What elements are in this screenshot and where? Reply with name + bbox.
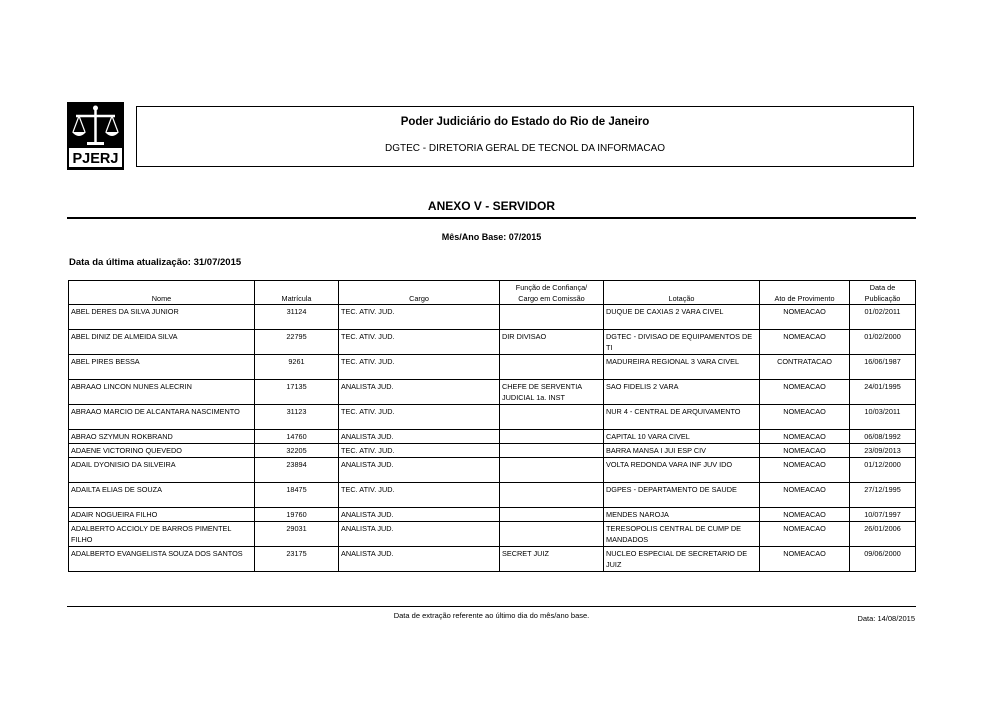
table-row (69, 405, 916, 430)
table-row (69, 305, 916, 330)
cell-funcao (500, 405, 604, 430)
header-cargo: Cargo (339, 281, 500, 305)
cell-matricula: 23175 (255, 547, 339, 572)
cell-funcao (500, 522, 604, 547)
cell-nome: ABEL DERES DA SILVA JUNIOR (69, 305, 255, 330)
cell-ato: NOMEACAO (760, 430, 850, 444)
cell-cargo: ANALISTA JUD. (339, 458, 500, 483)
header-box (136, 106, 914, 167)
cell-funcao (500, 430, 604, 444)
cell-funcao (500, 444, 604, 458)
cell-ato: NOMEACAO (760, 547, 850, 572)
cell-data: 01/02/2000 (850, 330, 916, 355)
cell-lotacao: NUR 4 - CENTRAL DE ARQUIVAMENTO (604, 405, 760, 430)
header-funcao-line2: Cargo em Comissão (518, 294, 585, 303)
cell-ato: NOMEACAO (760, 508, 850, 522)
cell-ato: NOMEACAO (760, 458, 850, 483)
cell-nome: ADAENE VICTORINO QUEVEDO (69, 444, 255, 458)
cell-data: 27/12/1995 (850, 483, 916, 508)
cell-data: 01/12/2000 (850, 458, 916, 483)
base-period: Mês/Ano Base: 07/2015 (441, 232, 542, 242)
cell-ato: NOMEACAO (760, 305, 850, 330)
table-row (69, 508, 916, 522)
cell-nome: ABRAAO MARCIO DE ALCANTARA NASCIMENTO (69, 405, 255, 430)
cell-nome: ADAIL DYONISIO DA SILVEIRA (69, 458, 255, 483)
table-row (69, 380, 916, 405)
department-subtitle: DGTEC - DIRETORIA GERAL DE TECNOL DA INFORMACAO (384, 143, 666, 154)
logo-text: PJERJ (72, 151, 119, 167)
title-divider (67, 217, 916, 219)
header-funcao (500, 281, 604, 305)
cell-matricula: 23894 (255, 458, 339, 483)
cell-funcao (500, 305, 604, 330)
cell-data: 23/09/2013 (850, 444, 916, 458)
cell-cargo: TEC. ATIV. JUD. (339, 305, 500, 330)
cell-nome: ABEL DINIZ DE ALMEIDA SILVA (69, 330, 255, 355)
cell-matricula: 18475 (255, 483, 339, 508)
cell-cargo: ANALISTA JUD. (339, 508, 500, 522)
cell-nome: ADALBERTO EVANGELISTA SOUZA DOS SANTOS (69, 547, 255, 572)
cell-funcao (500, 355, 604, 380)
extraction-note: Data de extração referente ao último dia do mês/ano base. (393, 611, 590, 620)
cell-funcao: DIR DIVISAO (500, 330, 604, 355)
cell-ato: CONTRATACAO (760, 355, 850, 380)
cell-cargo: ANALISTA JUD. (339, 547, 500, 572)
cell-matricula: 32205 (255, 444, 339, 458)
cell-lotacao: MADUREIRA REGIONAL 3 VARA CIVEL (604, 355, 760, 380)
cell-ato: NOMEACAO (760, 522, 850, 547)
cell-matricula: 17135 (255, 380, 339, 405)
cell-ato: NOMEACAO (760, 380, 850, 405)
cell-nome: ABEL PIRES BESSA (69, 355, 255, 380)
cell-cargo: TEC. ATIV. JUD. (339, 405, 500, 430)
last-updated: Data da última atualização: 31/07/2015 (69, 257, 242, 268)
cell-lotacao: MENDES NAROJA (604, 508, 760, 522)
table-row (69, 444, 916, 458)
cell-nome: ABRAAO LINCON NUNES ALECRIN (69, 380, 255, 405)
header-data-line2: Publicação (864, 294, 901, 303)
cell-data: 01/02/2011 (850, 305, 916, 330)
cell-lotacao: SAO FIDELIS 2 VARA (604, 380, 760, 405)
cell-data: 26/01/2006 (850, 522, 916, 547)
cell-data: 09/06/2000 (850, 547, 916, 572)
cell-data: 16/06/1987 (850, 355, 916, 380)
cell-funcao: CHEFE DE SERVENTIA JUDICIAL 1a. INST (500, 380, 604, 405)
cell-nome: ABRAO SZYMUN ROKBRAND (69, 430, 255, 444)
table-row (69, 458, 916, 483)
table-row (69, 330, 916, 355)
cell-matricula: 19760 (255, 508, 339, 522)
cell-funcao (500, 483, 604, 508)
cell-data: 10/07/1997 (850, 508, 916, 522)
header-data-line1: Data de (869, 283, 896, 292)
header-matricula: Matrícula (255, 281, 339, 305)
cell-matricula: 22795 (255, 330, 339, 355)
header-funcao-line1: Função de Confiança/ (515, 283, 588, 292)
header-data (850, 281, 916, 305)
table-row (69, 355, 916, 380)
cell-ato: NOMEACAO (760, 444, 850, 458)
table-row (69, 430, 916, 444)
cell-matricula: 14760 (255, 430, 339, 444)
cell-lotacao: DGTEC - DIVISAO DE EQUIPAMENTOS DE TI (604, 330, 760, 355)
institution-title: Poder Judiciário do Estado do Rio de Janeiro (400, 116, 650, 128)
cell-cargo: TEC. ATIV. JUD. (339, 483, 500, 508)
table-header-row (69, 281, 916, 305)
header-nome: Nome (69, 281, 255, 305)
cell-lotacao: TERESOPOLIS CENTRAL DE CUMP DE MANDADOS (604, 522, 760, 547)
cell-funcao (500, 458, 604, 483)
cell-cargo: TEC. ATIV. JUD. (339, 330, 500, 355)
cell-lotacao: NUCLEO ESPECIAL DE SECRETARIO DE JUIZ (604, 547, 760, 572)
cell-lotacao: DGPES - DEPARTAMENTO DE SAUDE (604, 483, 760, 508)
cell-cargo: TEC. ATIV. JUD. (339, 444, 500, 458)
cell-ato: NOMEACAO (760, 483, 850, 508)
cell-lotacao: CAPITAL 10 VARA CIVEL (604, 430, 760, 444)
footer-divider (67, 606, 916, 607)
cell-cargo: ANALISTA JUD. (339, 430, 500, 444)
report-date: Data: 14/08/2015 (857, 614, 915, 623)
cell-matricula: 31124 (255, 305, 339, 330)
cell-ato: NOMEACAO (760, 330, 850, 355)
cell-funcao: SECRET JUIZ (500, 547, 604, 572)
report-title: ANEXO V - SERVIDOR (427, 199, 556, 213)
cell-nome: ADAIR NOGUEIRA FILHO (69, 508, 255, 522)
cell-nome: ADALBERTO ACCIOLY DE BARROS PIMENTEL FILHO (69, 522, 255, 547)
header-lotacao: Lotação (604, 281, 760, 305)
cell-data: 10/03/2011 (850, 405, 916, 430)
cell-data: 24/01/1995 (850, 380, 916, 405)
cell-cargo: TEC. ATIV. JUD. (339, 355, 500, 380)
cell-matricula: 31123 (255, 405, 339, 430)
table-row (69, 483, 916, 508)
cell-matricula: 9261 (255, 355, 339, 380)
cell-cargo: ANALISTA JUD. (339, 380, 500, 405)
cell-cargo: ANALISTA JUD. (339, 522, 500, 547)
cell-ato: NOMEACAO (760, 405, 850, 430)
cell-data: 06/08/1992 (850, 430, 916, 444)
cell-nome: ADAILTA ELIAS DE SOUZA (69, 483, 255, 508)
header-ato: Ato de Provimento (760, 281, 850, 305)
table-row (69, 547, 916, 572)
pjerj-logo (67, 102, 124, 170)
table-row (69, 522, 916, 547)
cell-matricula: 29031 (255, 522, 339, 547)
servants-table (68, 280, 916, 572)
cell-lotacao: BARRA MANSA I JUI ESP CIV (604, 444, 760, 458)
cell-lotacao: DUQUE DE CAXIAS 2 VARA CIVEL (604, 305, 760, 330)
cell-funcao (500, 508, 604, 522)
cell-lotacao: VOLTA REDONDA VARA INF JUV IDO (604, 458, 760, 483)
